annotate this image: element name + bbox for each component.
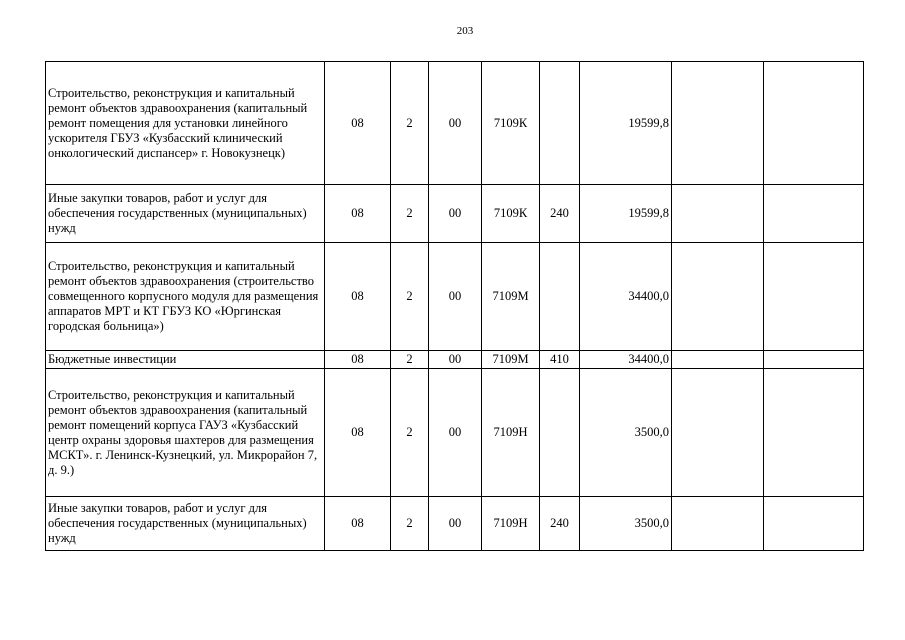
amount-extra-2 <box>764 185 864 243</box>
program-code: 00 <box>429 185 482 243</box>
budget-table <box>45 61 864 551</box>
item-name: Строительство, реконструкция и капитальный ремонт объектов здравоохранения (строительство совмещенного корпусного модуля для размещения аппаратов МРТ и КТ ГБУЗ КО «Юргинская городская больница») <box>46 243 325 351</box>
table-row <box>46 185 864 243</box>
table-row <box>46 369 864 497</box>
page-number: 203 <box>456 25 474 37</box>
expense-type-code: 410 <box>540 351 580 369</box>
amount-extra-1 <box>672 369 764 497</box>
table-row <box>46 497 864 551</box>
item-name: Иные закупки товаров, работ и услуг для обеспечения государственных (муниципальных) нужд <box>46 497 325 551</box>
amount-extra-1 <box>672 62 764 185</box>
subprogram-code: 2 <box>391 62 429 185</box>
program-code: 00 <box>429 62 482 185</box>
program-code: 00 <box>429 351 482 369</box>
subprogram-code: 2 <box>391 369 429 497</box>
section-code: 08 <box>325 62 391 185</box>
subprogram-code: 2 <box>391 243 429 351</box>
item-name: Строительство, реконструкция и капитальный ремонт объектов здравоохранения (капитальный ремонт помещения для установки линейного ускорителя ГБУЗ «Кузбасский клинический онкологический диспансер» г. Новокузнецк) <box>46 62 325 185</box>
item-name: Бюджетные инвестиции <box>46 351 325 369</box>
item-name: Строительство, реконструкция и капитальный ремонт объектов здравоохранения (капитальный ремонт помещений корпуса ГАУЗ «Кузбасский центр охраны здоровья шахтеров для размещения МСКТ». г. Ленинск-Кузнецкий, ул. Микрорайон 7, д. 9.) <box>46 369 325 497</box>
amount: 3500,0 <box>580 497 672 551</box>
program-code: 00 <box>429 497 482 551</box>
amount: 19599,8 <box>580 62 672 185</box>
program-code: 00 <box>429 243 482 351</box>
amount: 3500,0 <box>580 369 672 497</box>
table-row <box>46 351 864 369</box>
subprogram-code: 2 <box>391 497 429 551</box>
section-code: 08 <box>325 185 391 243</box>
expense-type-code: 240 <box>540 185 580 243</box>
amount: 19599,8 <box>580 185 672 243</box>
subprogram-code: 2 <box>391 185 429 243</box>
amount: 34400,0 <box>580 243 672 351</box>
amount-extra-1 <box>672 243 764 351</box>
program-code: 00 <box>429 369 482 497</box>
target-code: 7109Н <box>482 369 540 497</box>
target-code: 7109Н <box>482 497 540 551</box>
target-code: 7109К <box>482 62 540 185</box>
amount-extra-1 <box>672 185 764 243</box>
amount-extra-2 <box>764 369 864 497</box>
amount-extra-2 <box>764 243 864 351</box>
target-code: 7109К <box>482 185 540 243</box>
table-row <box>46 243 864 351</box>
item-name: Иные закупки товаров, работ и услуг для обеспечения государственных (муниципальных) нужд <box>46 185 325 243</box>
amount-extra-1 <box>672 351 764 369</box>
amount: 34400,0 <box>580 351 672 369</box>
subprogram-code: 2 <box>391 351 429 369</box>
amount-extra-1 <box>672 497 764 551</box>
section-code: 08 <box>325 351 391 369</box>
amount-extra-2 <box>764 351 864 369</box>
target-code: 7109М <box>482 243 540 351</box>
expense-type-code <box>540 369 580 497</box>
target-code: 7109М <box>482 351 540 369</box>
expense-type-code: 240 <box>540 497 580 551</box>
expense-type-code <box>540 243 580 351</box>
table-row <box>46 62 864 185</box>
expense-type-code <box>540 62 580 185</box>
amount-extra-2 <box>764 497 864 551</box>
section-code: 08 <box>325 369 391 497</box>
amount-extra-2 <box>764 62 864 185</box>
section-code: 08 <box>325 497 391 551</box>
section-code: 08 <box>325 243 391 351</box>
